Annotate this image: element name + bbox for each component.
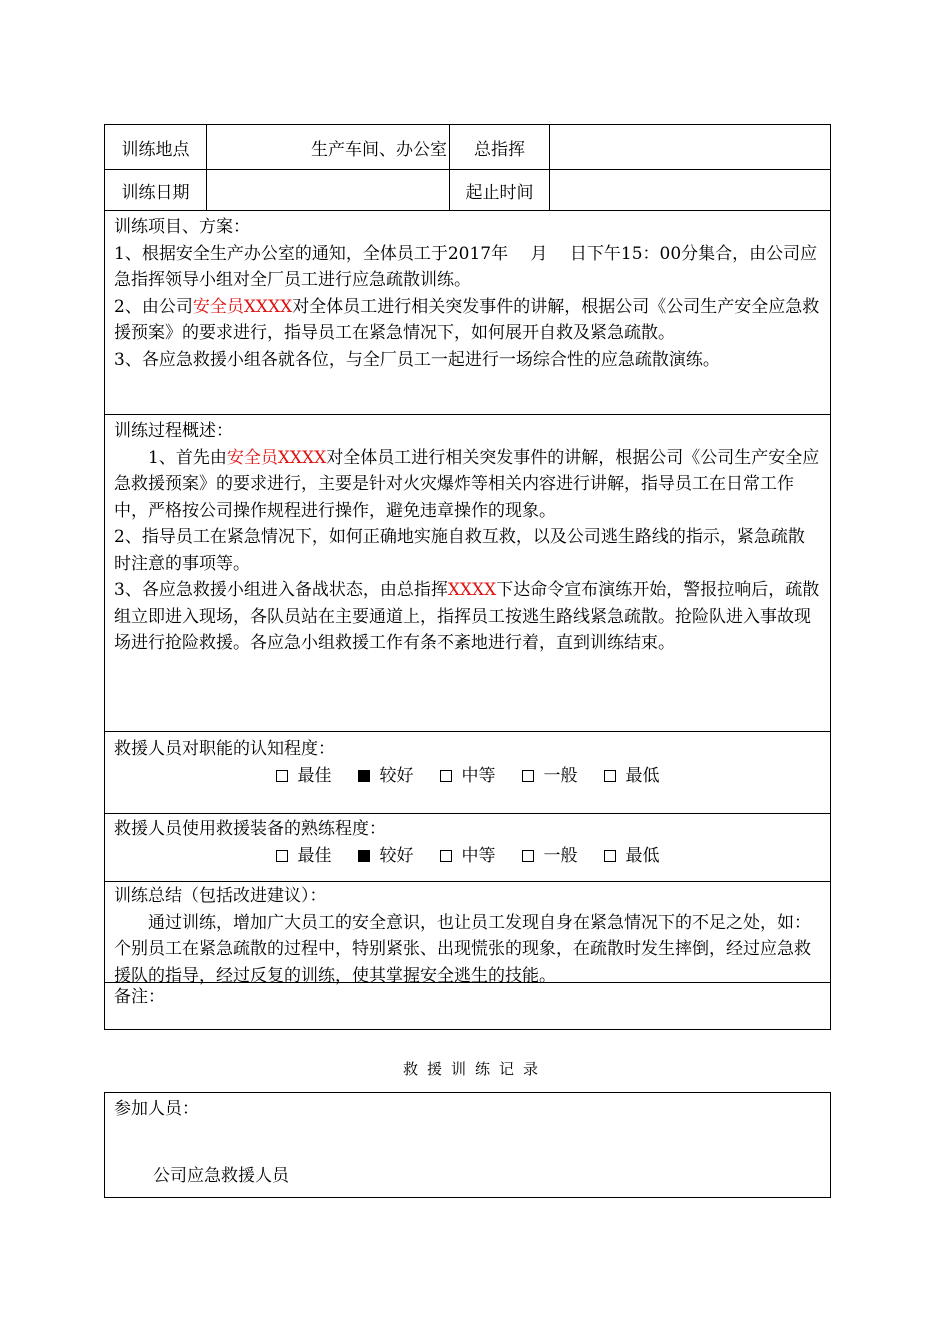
rating-option[interactable] [358, 843, 414, 870]
safety-officer-highlight: 安全员XXXX [226, 447, 327, 468]
rating-option-label: 较好 [379, 845, 414, 866]
process-item-1: 1、首先由安全员XXXX对全体员工进行相关突发事件的讲解，根据公司《公司生产安全应急救援预案》的要求进行，主要是针对火灾爆炸等相关内容进行讲解，指导员工在日常工作中，严格按公司操作规程进行操作，避免违章操作的现象。 [114, 447, 820, 521]
unchecked-box-icon[interactable] [522, 770, 534, 782]
location-label: 训练地点 [121, 139, 190, 160]
remarks-label: 备注： [114, 987, 165, 1007]
checked-box-icon[interactable] [358, 850, 370, 862]
rating-knowledge-title: 救援人员对职能的认知程度： [114, 739, 335, 759]
rating-option-label: 最佳 [297, 845, 332, 866]
unchecked-box-icon[interactable] [440, 850, 452, 862]
remarks-section [105, 983, 830, 1029]
unchecked-box-icon[interactable] [276, 850, 288, 862]
unchecked-box-icon[interactable] [604, 770, 616, 782]
unchecked-box-icon[interactable] [522, 850, 534, 862]
rating-option-label: 中等 [461, 845, 496, 866]
summary-title: 训练总结（包括改进建议）： [114, 886, 327, 906]
process-item-2: 2、指导员工在紧急情况下，如何正确地实施自救互救，以及公司逃生路线的指示，紧急疏散时注意的事项等。 [114, 527, 805, 574]
rating-option[interactable] [604, 843, 660, 870]
safety-officer-highlight: 安全员XXXX [192, 296, 293, 317]
date-value [206, 170, 449, 210]
location-value: 生产车间、办公室 [206, 125, 551, 169]
rating-option-label: 一般 [543, 765, 578, 786]
record-caption: 救援训练记录 [402, 1060, 547, 1078]
unchecked-box-icon[interactable] [604, 850, 616, 862]
plan-item-3: 3、各应急救援小组各就各位，与全厂员工一起进行一场综合性的应急疏散演练。 [114, 349, 720, 370]
rating-option-label: 最低 [625, 765, 660, 786]
training-record-table [104, 124, 831, 1030]
rating-option[interactable] [604, 763, 660, 790]
process-section [105, 415, 830, 732]
row-date [105, 170, 830, 211]
rating-option[interactable] [440, 763, 496, 790]
checked-box-icon[interactable] [358, 770, 370, 782]
time-value [549, 170, 830, 210]
summary-body: 通过训练，增加广大员工的安全意识，也让员工发现自身在紧急情况下的不足之处，如：个别员工在紧急疏散的过程中，特别紧张、出现慌张的现象，在疏散时发生摔倒，经过应急救援队的指导，经过反复的训练，使其掌握安全逃生的技能。 [114, 912, 811, 986]
rating-option[interactable] [522, 763, 578, 790]
summary-section [105, 882, 830, 986]
plan-section [105, 211, 830, 415]
process-item-3: 3、各应急救援小组进入备战状态，由总指挥XXXX下达命令宣布演练开始，警报拉响后，疏散组立即进入现场，各队员站在主要通道上，指挥员工按逃生路线紧急疏散。抢险队进入事故现场进行抢险救援。各应急小组救援工作有条不紊地进行着，直到训练结束。 [114, 580, 820, 653]
participants-value: 公司应急救援人员 [153, 1165, 289, 1186]
plan-title: 训练项目、方案： [114, 217, 250, 237]
unchecked-box-icon[interactable] [276, 770, 288, 782]
rating-option-label: 最低 [625, 845, 660, 866]
rating-option[interactable] [276, 843, 332, 870]
rating-knowledge-options [114, 763, 821, 790]
process-title: 训练过程概述： [114, 421, 233, 441]
commander-value [549, 125, 830, 169]
plan-item-2: 2、由公司安全员XXXX对全体员工进行相关突发事件的讲解，根据公司《公司生产安全应急救援预案》的要求进行，指导员工在紧急情况下，如何展开自救及紧急疏散。 [114, 296, 820, 343]
rating-option[interactable] [522, 843, 578, 870]
plan-item-1: 1、根据安全生产办公室的通知，全体员工于2017年 月 日下午15：00分集合，由公司应急指挥领导小组对全厂员工进行应急疏散训练。 [114, 243, 818, 290]
unchecked-box-icon[interactable] [440, 770, 452, 782]
rating-option-label: 中等 [461, 765, 496, 786]
rating-option[interactable] [440, 843, 496, 870]
date-label: 训练日期 [121, 182, 190, 203]
rating-knowledge-section [105, 732, 830, 814]
rating-option-label: 一般 [543, 845, 578, 866]
rating-option[interactable] [358, 763, 414, 790]
rating-equipment-title: 救援人员使用救援装备的熟练程度： [114, 819, 386, 839]
time-label: 起止时间 [449, 170, 549, 210]
rating-equipment-options [114, 843, 821, 870]
participants-label: 参加人员： [114, 1099, 199, 1119]
rating-option[interactable] [276, 763, 332, 790]
rating-option-label: 较好 [379, 765, 414, 786]
commander-label: 总指挥 [449, 125, 549, 169]
rating-equipment-section [105, 814, 830, 882]
rating-option-label: 最佳 [297, 765, 332, 786]
row-location [105, 125, 830, 170]
participants-table [104, 1092, 831, 1198]
commander-highlight: XXXX [447, 580, 497, 600]
